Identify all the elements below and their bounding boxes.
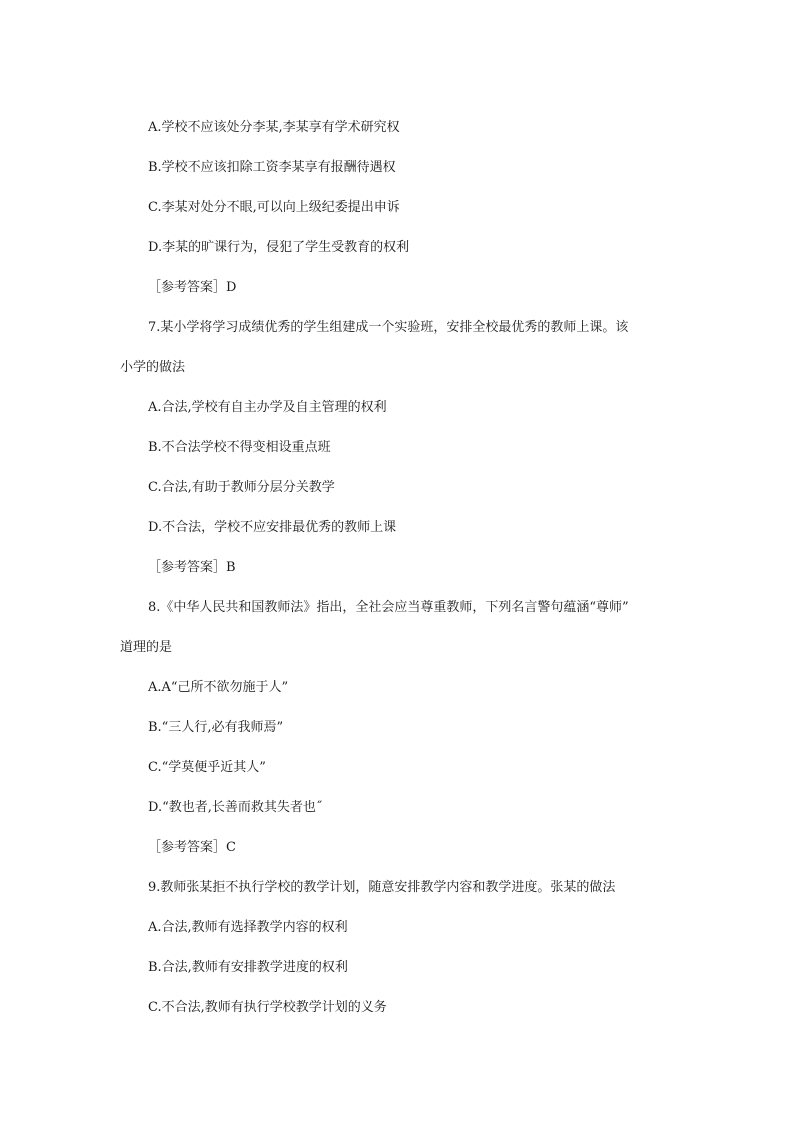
q6-option-a: A.学校不应该处分李某,李某享有学术研究权 [148, 120, 400, 135]
q9-option-c: C.不合法,教师有执行学校教学计划的义务 [148, 1000, 387, 1015]
q8-option-d: D.“教也者,长善而救其失者也˝ [148, 800, 323, 815]
q7-option-a: A.合法,学校有自主办学及自主管理的权利 [148, 400, 387, 415]
q8-stem: 8.《中华人民共和国教师法》指出，全社会应当尊重教师，下列名言警句蕴涵“尊师” [148, 600, 629, 615]
q8-stem-continued: 道理的是 [120, 640, 173, 655]
q6-option-d: D.李某的旷课行为，侵犯了学生受教育的权利 [148, 240, 410, 255]
q7-stem: 7.某小学将学习成绩优秀的学生组建成一个实验班，安排全校最优秀的教师上课。该 [148, 320, 629, 335]
q7-stem-continued: 小学的做法 [120, 360, 186, 375]
q6-answer: ［参考答案］D [148, 280, 237, 295]
q8-option-a: A.A“己所不欲勿施于人” [148, 680, 289, 695]
q7-option-b: B.不合法学校不得变相设重点班 [148, 440, 331, 455]
q8-option-b: B.“三人行,必有我师焉” [148, 720, 284, 735]
q6-option-c: C.李某对处分不眼,可以向上级纪委提出申诉 [148, 200, 400, 215]
q6-option-b: B.学校不应该扣除工资李某享有报酬待遇权 [148, 160, 396, 175]
q9-stem: 9.教师张某拒不执行学校的教学计划，随意安排教学内容和教学进度。张某的做法 [148, 880, 616, 895]
q7-option-d: D.不合法，学校不应安排最优秀的教师上课 [148, 520, 397, 535]
q8-answer: ［参考答案］C [148, 840, 236, 855]
q9-option-a: A.合法,教师有选择教学内容的权利 [148, 920, 348, 935]
q8-option-c: C.“学莫便乎近其人” [148, 760, 266, 775]
q7-option-c: C.合法,有助于教师分层分关教学 [148, 480, 335, 495]
q9-option-b: B.合法,教师有安排教学进度的权利 [148, 960, 348, 975]
q7-answer: ［参考答案］B [148, 560, 236, 575]
